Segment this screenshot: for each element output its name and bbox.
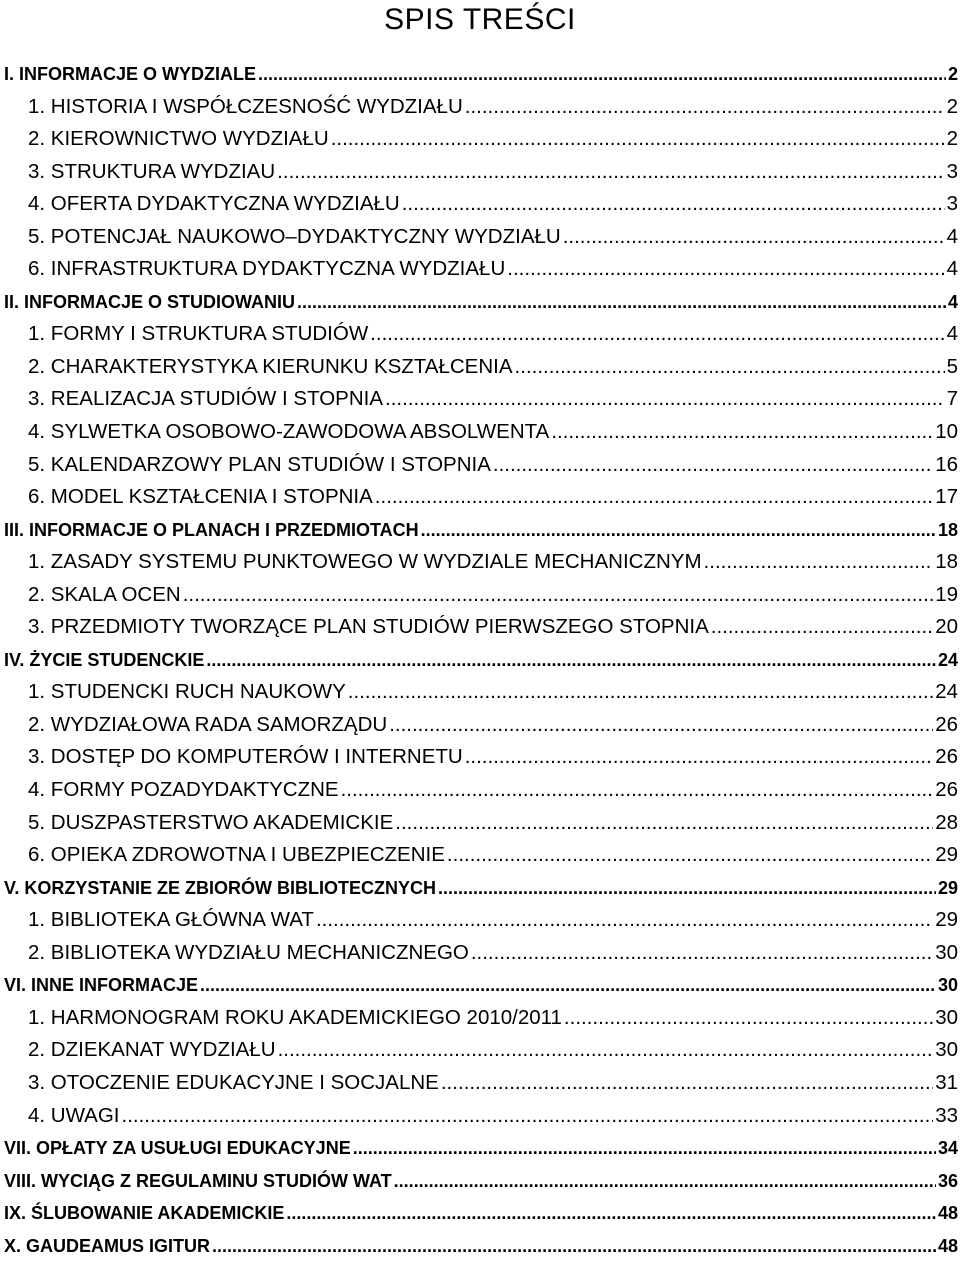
toc-section-entry[interactable] (0, 514, 958, 547)
dot-leader (395, 807, 933, 839)
toc-entry-page-number: 3 (946, 159, 958, 183)
toc-entry-page-number: 36 (937, 1170, 958, 1191)
toc-entry-label: 2. WYDZIAŁOWA RADA SAMORZĄDU (28, 712, 388, 736)
toc-subsection-entry[interactable] (0, 807, 958, 840)
toc-entry-label: 1. ZASADY SYSTEMU PUNKTOWEGO W WYDZIALE MECHANICZNYM (28, 550, 702, 574)
toc-subsection-entry[interactable] (0, 1067, 958, 1100)
dot-leader (370, 318, 944, 350)
dot-leader (465, 741, 933, 773)
toc-entry-page-number: 19 (935, 582, 958, 606)
toc-section-entry[interactable] (0, 286, 958, 319)
toc-entry-page-number: 10 (935, 420, 958, 444)
toc-entry-page-number: 20 (935, 615, 958, 639)
dot-leader (348, 676, 933, 708)
toc-entry-page-number: 26 (935, 745, 958, 769)
toc-entry-label: 5. KALENDARZOWY PLAN STUDIÓW I STOPNIA (28, 452, 491, 476)
toc-entry-page-number: 4 (947, 291, 958, 312)
toc-entry-page-number: 16 (935, 452, 958, 476)
toc-section-entry[interactable] (0, 969, 958, 1002)
toc-entry-label: 1. BIBLIOTEKA GŁÓWNA WAT (28, 908, 314, 932)
toc-entry-label: 3. DOSTĘP DO KOMPUTERÓW I INTERNETU (28, 745, 463, 769)
toc-entry-label: VI. INNE INFORMACJE (4, 975, 199, 996)
toc-entry-page-number: 18 (935, 550, 958, 574)
toc-entry-page-number: 30 (935, 1038, 958, 1062)
dot-leader (551, 416, 933, 448)
dot-leader (277, 156, 944, 188)
dot-leader (515, 351, 945, 383)
toc-entry-label: 4. FORMY POZADYDAKTYCZNE (28, 778, 339, 802)
toc-entry-label: VII. OPŁATY ZA USUŁUGI EDUKACYJNE (4, 1138, 351, 1159)
toc-entry-page-number: 33 (935, 1103, 958, 1127)
dot-leader (389, 709, 933, 741)
toc-section-entry[interactable] (0, 872, 958, 905)
dot-leader (316, 904, 933, 936)
toc-entry-page-number: 2 (946, 127, 958, 151)
toc-entry-page-number: 24 (935, 680, 958, 704)
toc-entry-label: 3. STRUKTURA WYDZIAU (28, 159, 276, 183)
toc-entry-label: 3. PRZEDMIOTY TWORZĄCE PLAN STUDIÓW PIERWSZEGO STOPNIA (28, 615, 709, 639)
dot-leader (704, 546, 934, 578)
dot-leader (122, 1100, 934, 1132)
toc-entry-page-number: 2 (946, 94, 958, 118)
toc-entry-page-number: 48 (937, 1203, 958, 1224)
dot-leader (438, 872, 936, 904)
toc-subsection-entry[interactable] (0, 1100, 958, 1133)
dot-leader (331, 123, 945, 155)
toc-section-entry[interactable] (0, 58, 958, 91)
dot-leader (353, 1132, 936, 1164)
toc-entry-page-number: 18 (937, 519, 958, 540)
toc-subsection-entry[interactable] (0, 1034, 958, 1067)
toc-section-entry[interactable] (0, 1230, 958, 1262)
toc-entry-label: 2. SKALA OCEN (28, 582, 181, 606)
dot-leader (385, 383, 945, 415)
toc-section-entry[interactable] (0, 1165, 958, 1198)
toc-entry-label: 1. HARMONOGRAM ROKU AKADEMICKIEGO 2010/2011 (28, 1005, 562, 1029)
toc-entry-page-number: 4 (946, 257, 958, 281)
toc-entry-page-number: 2 (947, 64, 958, 84)
toc-subsection-entry[interactable] (0, 839, 958, 872)
toc-entry-label: 1. FORMY I STRUKTURA STUDIÓW (28, 322, 369, 346)
dot-leader (447, 839, 933, 871)
toc-section-entry[interactable] (0, 1197, 958, 1230)
toc-subsection-entry[interactable] (0, 904, 958, 937)
toc-subsection-entry[interactable] (0, 481, 958, 514)
dot-leader (341, 774, 934, 806)
toc-entry-label: 4. OFERTA DYDAKTYCZNA WYDZIAŁU (28, 192, 400, 216)
toc-entry-label: 4. SYLWETKA OSOBOWO-ZAWODOWA ABSOLWENTA (28, 420, 550, 444)
dot-leader (402, 188, 945, 220)
toc-subsection-entry[interactable] (0, 741, 958, 774)
toc-entry-page-number: 34 (937, 1138, 958, 1159)
dot-leader (183, 579, 934, 611)
page-title: SPIS TREŚCI (384, 3, 576, 36)
toc-subsection-entry[interactable] (0, 416, 958, 449)
toc-entry-page-number: 24 (937, 649, 958, 670)
toc-entry-label: IV. ŻYCIE STUDENCKIE (4, 649, 205, 670)
dot-leader (212, 1230, 936, 1262)
toc-section-entry[interactable] (0, 644, 958, 677)
toc-subsection-entry[interactable] (0, 449, 958, 482)
toc-entry-label: 5. POTENCJAŁ NAUKOWO–DYDAKTYCZNY WYDZIAŁU (28, 224, 561, 248)
toc-entry-label: II. INFORMACJE O STUDIOWANIU (4, 291, 296, 312)
toc-subsection-entry[interactable] (0, 774, 958, 807)
dot-leader (200, 969, 936, 1001)
dot-leader (297, 286, 946, 318)
toc-entry-label: 6. INFRASTRUKTURA DYDAKTYCZNA WYDZIAŁU (28, 257, 506, 281)
dot-leader (278, 1034, 934, 1066)
toc-entry-label: 2. CHARAKTERYSTYKA KIERUNKU KSZTAŁCENIA (28, 354, 513, 378)
toc-entry-label: IX. ŚLUBOWANIE AKADEMICKIE (4, 1203, 285, 1224)
toc-entry-label: 2. KIEROWNICTWO WYDZIAŁU (28, 127, 329, 151)
toc-entry-label: 6. OPIEKA ZDROWOTNA I UBEZPIECZENIE (28, 843, 445, 867)
toc-subsection-entry[interactable] (0, 611, 958, 644)
toc-section-entry[interactable] (0, 1132, 958, 1165)
toc-subsection-entry[interactable] (0, 221, 958, 254)
toc-entry-label: X. GAUDEAMUS IGITUR (4, 1235, 211, 1256)
toc-subsection-entry[interactable] (0, 91, 958, 124)
toc-entry-page-number: 29 (937, 877, 958, 898)
toc-entry-label: 4. UWAGI (28, 1103, 120, 1127)
toc-entry-page-number: 26 (935, 778, 958, 802)
toc-entry-page-number: 30 (935, 1005, 958, 1029)
dot-leader (375, 481, 933, 513)
toc-entry-label: 3. OTOCZENIE EDUKACYJNE I SOCJALNE (28, 1070, 439, 1094)
toc-subsection-entry[interactable] (0, 188, 958, 221)
dot-leader (421, 514, 936, 546)
toc-subsection-entry[interactable] (0, 351, 958, 384)
toc-entry-page-number: 7 (946, 387, 958, 411)
dot-leader (563, 221, 945, 253)
toc-entry-label: 1. STUDENCKI RUCH NAUKOWY (28, 680, 346, 704)
toc-subsection-entry[interactable] (0, 383, 958, 416)
toc-subsection-entry[interactable] (0, 546, 958, 579)
toc-entry-label: VIII. WYCIĄG Z REGULAMINU STUDIÓW WAT (4, 1170, 392, 1191)
dot-leader (286, 1197, 936, 1229)
toc-entry-page-number: 29 (935, 908, 958, 932)
toc-entry-page-number: 17 (935, 485, 958, 509)
dot-leader (206, 644, 936, 676)
toc-subsection-entry[interactable] (0, 318, 958, 351)
dot-leader (471, 937, 933, 969)
toc-entry-label: I. INFORMACJE O WYDZIALE (4, 64, 256, 84)
toc-entry-page-number: 4 (946, 224, 958, 248)
toc-entry-page-number: 28 (935, 810, 958, 834)
toc-entry-page-number: 26 (935, 712, 958, 736)
toc-entry-label: 2. DZIEKANAT WYDZIAŁU (28, 1038, 276, 1062)
toc-entry-label: 1. HISTORIA I WSPÓŁCZESNOŚĆ WYDZIAŁU (28, 94, 463, 118)
toc-subsection-entry[interactable] (0, 579, 958, 612)
toc-entry-label: 3. REALIZACJA STUDIÓW I STOPNIA (28, 387, 384, 411)
toc-entry-page-number: 48 (937, 1235, 958, 1256)
toc-entry-label: V. KORZYSTANIE ZE ZBIORÓW BIBLIOTECZNYCH (4, 877, 437, 898)
toc-entry-page-number: 3 (946, 192, 958, 216)
toc-subsection-entry[interactable] (0, 676, 958, 709)
toc-entry-page-number: 31 (935, 1070, 958, 1094)
toc-subsection-entry[interactable] (0, 709, 958, 742)
toc-entry-label: 6. MODEL KSZTAŁCENIA I STOPNIA (28, 485, 373, 509)
toc-entry-page-number: 5 (946, 354, 958, 378)
dot-leader (507, 253, 944, 285)
dot-leader (564, 1002, 933, 1034)
toc-entry-page-number: 29 (935, 843, 958, 867)
toc-entry-page-number: 30 (935, 940, 958, 964)
toc-subsection-entry[interactable] (0, 253, 958, 286)
toc-entry-page-number: 4 (946, 322, 958, 346)
dot-leader (493, 449, 933, 481)
toc-subsection-entry[interactable] (0, 156, 958, 189)
table-of-contents (0, 58, 958, 1262)
toc-subsection-entry[interactable] (0, 123, 958, 156)
toc-subsection-entry[interactable] (0, 937, 958, 970)
dot-leader (711, 611, 933, 643)
toc-entry-page-number: 30 (937, 975, 958, 996)
dot-leader (465, 91, 945, 123)
toc-subsection-entry[interactable] (0, 1002, 958, 1035)
toc-entry-label: 2. BIBLIOTEKA WYDZIAŁU MECHANICZNEGO (28, 940, 469, 964)
toc-entry-label: 5. DUSZPASTERSTWO AKADEMICKIE (28, 810, 394, 834)
dot-leader (441, 1067, 933, 1099)
dot-leader (394, 1165, 936, 1197)
toc-entry-label: III. INFORMACJE O PLANACH I PRZEDMIOTACH (4, 519, 419, 540)
dot-leader (258, 58, 946, 90)
